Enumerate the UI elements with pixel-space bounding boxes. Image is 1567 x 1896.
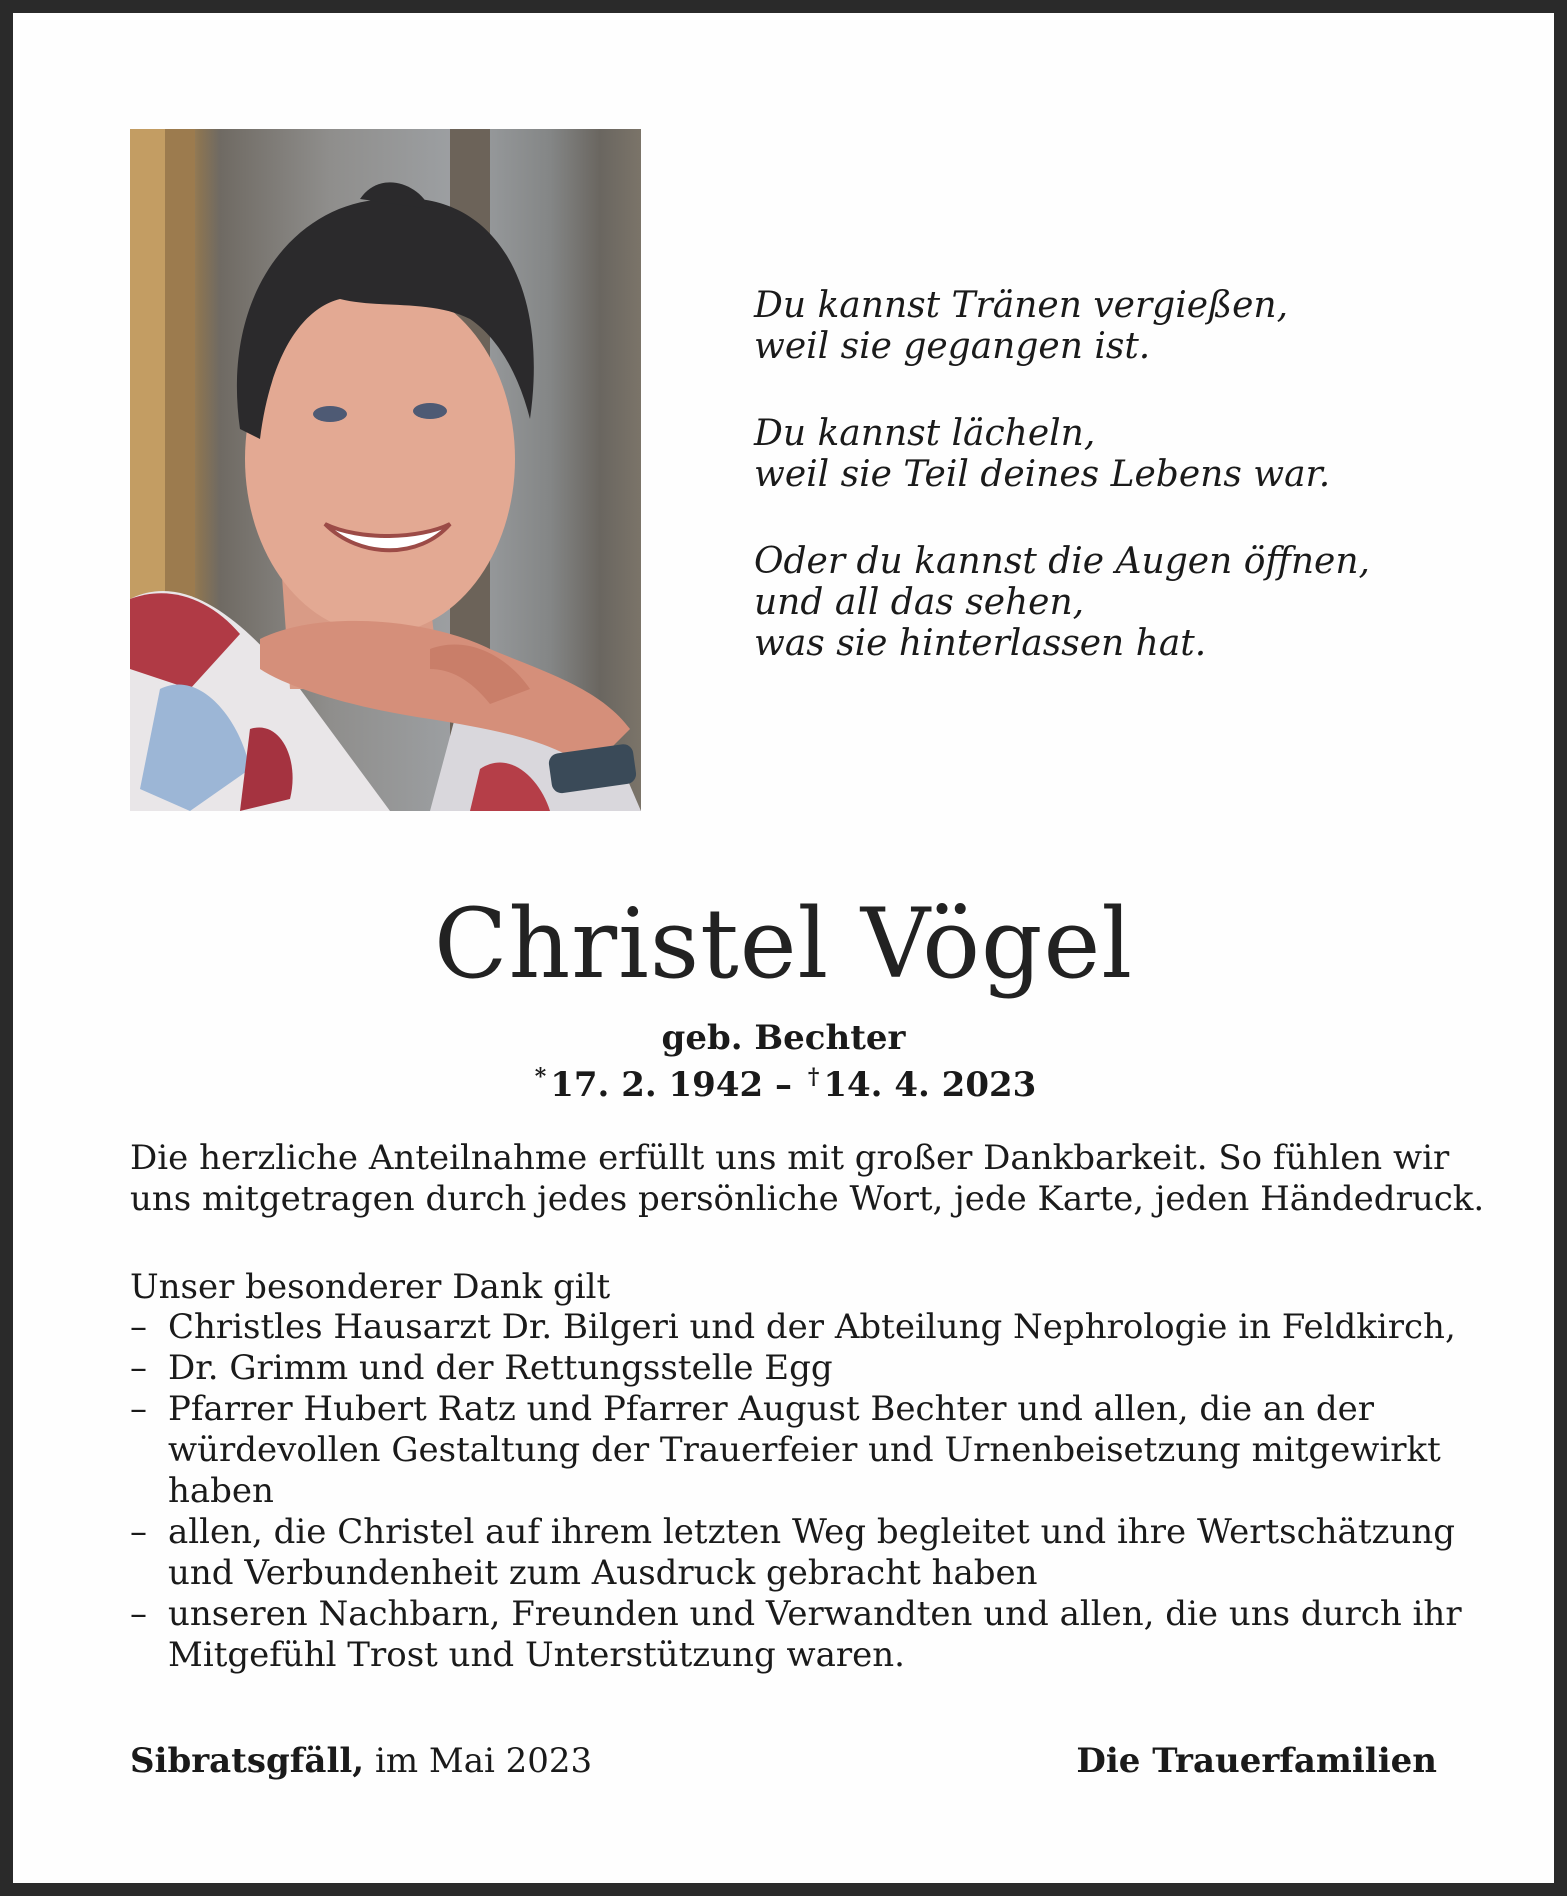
death-date: 14. 4. 2023 xyxy=(823,1065,1037,1105)
intro-line: uns mitgetragen durch jedes persönliche Wort, jede Karte, jeden Händedruck. xyxy=(130,1179,1485,1219)
thanks-item-line: und Verbundenheit zum Ausdruck gebracht haben xyxy=(168,1553,1038,1593)
birth-symbol: * xyxy=(534,1064,547,1090)
place: Sibratsgfäll, xyxy=(130,1741,365,1781)
intro-paragraph xyxy=(130,1138,1485,1220)
bullet-dash: – xyxy=(130,1389,147,1429)
thanks-item xyxy=(130,1512,1455,1594)
maiden-name: geb. Bechter xyxy=(661,1018,906,1058)
thanks-item-line: Mitgefühl Trost und Unterstützung waren. xyxy=(168,1635,905,1675)
thanks-item xyxy=(130,1389,1450,1512)
thanks-item-line: Christles Hausarzt Dr. Bilgeri und der Abteilung Nephrologie in Feldkirch, xyxy=(168,1307,1456,1347)
thanks-item-line: Dr. Grimm und der Rettungsstelle Egg xyxy=(168,1348,833,1388)
life-dates xyxy=(13,1057,1554,1105)
thanks-item-line: haben xyxy=(168,1471,274,1511)
portrait-photo xyxy=(130,129,641,811)
intro-line: Die herzliche Anteilnahme erfüllt uns mit großer Dankbarkeit. So fühlen wir xyxy=(130,1138,1450,1178)
date-dash: – xyxy=(775,1065,792,1105)
signature: Die Trauerfamilien xyxy=(1076,1741,1437,1781)
date: im Mai 2023 xyxy=(374,1741,593,1781)
birth-date: 17. 2. 1942 xyxy=(550,1065,764,1105)
bullet-dash: – xyxy=(130,1512,147,1552)
thanks-item-line: allen, die Christel auf ihrem letzten Weg begleitet und ihre Wertschätzung xyxy=(168,1512,1455,1552)
obituary-card xyxy=(13,13,1554,1883)
thanks-item xyxy=(130,1348,1450,1389)
thanks-item-line: unseren Nachbarn, Freunden und Verwandten und allen, die uns durch ihr xyxy=(168,1594,1462,1634)
poem-stanza xyxy=(754,285,1474,367)
thanks-list xyxy=(130,1307,1462,1676)
poem xyxy=(754,285,1474,710)
thanks-heading: Unser besonderer Dank gilt xyxy=(130,1267,611,1307)
poem-line: weil sie gegangen ist. xyxy=(754,326,1151,367)
poem-stanza xyxy=(754,541,1474,664)
poem-line: Du kannst lächeln, xyxy=(754,413,1096,454)
thanks-item xyxy=(130,1594,1462,1676)
thanks-item-line: würdevollen Gestaltung der Trauerfeier und Urnenbeisetzung mitgewirkt xyxy=(168,1430,1441,1470)
poem-line: was sie hinterlassen hat. xyxy=(754,623,1207,664)
death-symbol: † xyxy=(807,1064,820,1090)
thanks-item xyxy=(130,1307,1456,1348)
poem-line: weil sie Teil deines Lebens war. xyxy=(754,454,1331,495)
bullet-dash: – xyxy=(130,1348,147,1388)
poem-line: und all das sehen, xyxy=(754,582,1085,623)
thanks-item-line: Pfarrer Hubert Ratz und Pfarrer August Bechter und allen, die an der xyxy=(168,1389,1375,1429)
place-date xyxy=(130,1741,592,1782)
portrait-illustration xyxy=(130,129,641,811)
poem-stanza xyxy=(754,413,1474,495)
deceased-name: Christel Vögel xyxy=(433,888,1134,1000)
bullet-dash: – xyxy=(130,1594,147,1634)
bullet-dash: – xyxy=(130,1307,147,1347)
poem-line: Du kannst Tränen vergießen, xyxy=(754,285,1289,326)
poem-line: Oder du kannst die Augen öffnen, xyxy=(754,541,1370,582)
